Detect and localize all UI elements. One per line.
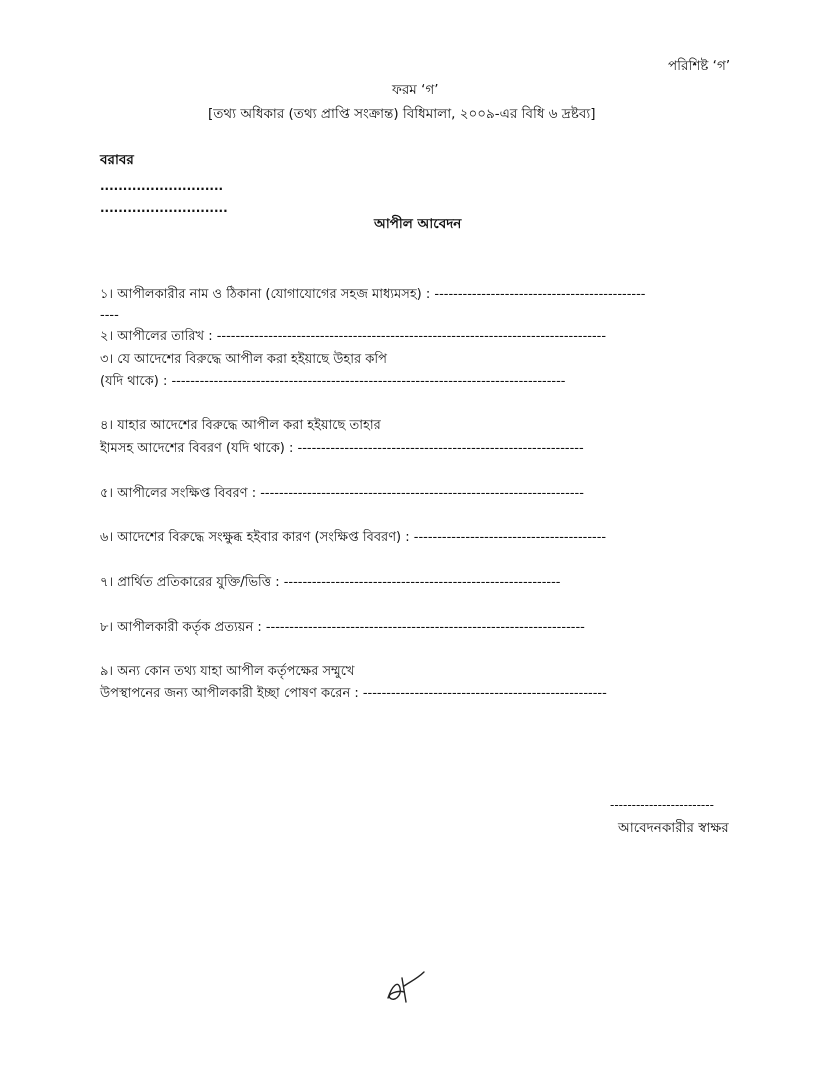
item-9-line-1: ৯। অন্য কোন তথ্য যাহা আপীল কর্তৃপক্ষের সম্মুখে: [100, 664, 355, 679]
item-3-line-2: (যদি থাকে) : ------------------------------------------------------------------------------------: [100, 374, 566, 389]
addressee-line-2: ............................: [100, 201, 228, 215]
item-4-line-2: ইামসহ আদেশের বিবরণ (যদি থাকে) : -------------------------------------------------------------: [100, 441, 584, 456]
item-3-line-1: ৩। যে আদেশের বিরুদ্ধে আপীল করা হইয়াছে উহার কপি: [100, 352, 387, 367]
item-2-line-1: ২। আপীলের তারিখ : -----------------------------------------------------------------------------------: [100, 329, 607, 344]
appeal-heading: আপীল আবেদন: [374, 216, 462, 232]
handwritten-initials-icon: [380, 968, 430, 1010]
annex-label: পরিশিষ্ট ‘গ’: [668, 58, 731, 74]
addressee-line-1: ...........................: [100, 179, 224, 193]
rule-reference: [তথ্য অধিকার (তথ্য প্রাপ্তি সংক্রান্ত) বিধিমালা, ২০০৯-এর বিধি ৬ দ্রষ্টব্য]: [208, 106, 596, 122]
item-9-line-2: উপস্থাপনের জন্য আপীলকারী ইচ্ছা পোষণ করেন : ----------------------------------------------------: [100, 686, 607, 701]
signature-label: আবেদনকারীর স্বাক্ষর: [618, 820, 729, 836]
item-4-line-1: ৪। যাহার আদেশের বিরুদ্ধে আপীল করা হইয়াছে তাহার: [100, 418, 381, 433]
item-5-line-1: ৫। আপীলের সংক্ষিপ্ত বিবরণ : ---------------------------------------------------------------------: [100, 486, 584, 501]
addressee-label: বরাবর: [100, 152, 134, 168]
signature-line: ------------------------: [610, 798, 714, 812]
form-title: ফরম ‘গ’: [392, 82, 439, 98]
item-1-line-1: ১। আপীলকারীর নাম ও ঠিকানা (যোগাযোগের সহজ মাধ্যমসহ) : ---------------------------------------------: [100, 287, 646, 302]
item-7-line-1: ৭। প্রার্থিত প্রতিকারের যুক্তি/ভিত্তি : -----------------------------------------------------------: [100, 575, 561, 590]
item-1-line-2: ----: [100, 308, 119, 323]
item-8-line-1: ৮। আপীলকারী কর্তৃক প্রত্যয়ন : --------------------------------------------------------------------: [100, 620, 585, 635]
item-6-line-1: ৬। আদেশের বিরুদ্ধে সংক্ষুব্ধ হইবার কারণ (সংক্ষিপ্ত বিবরণ) : -----------------------------------------: [100, 530, 607, 545]
